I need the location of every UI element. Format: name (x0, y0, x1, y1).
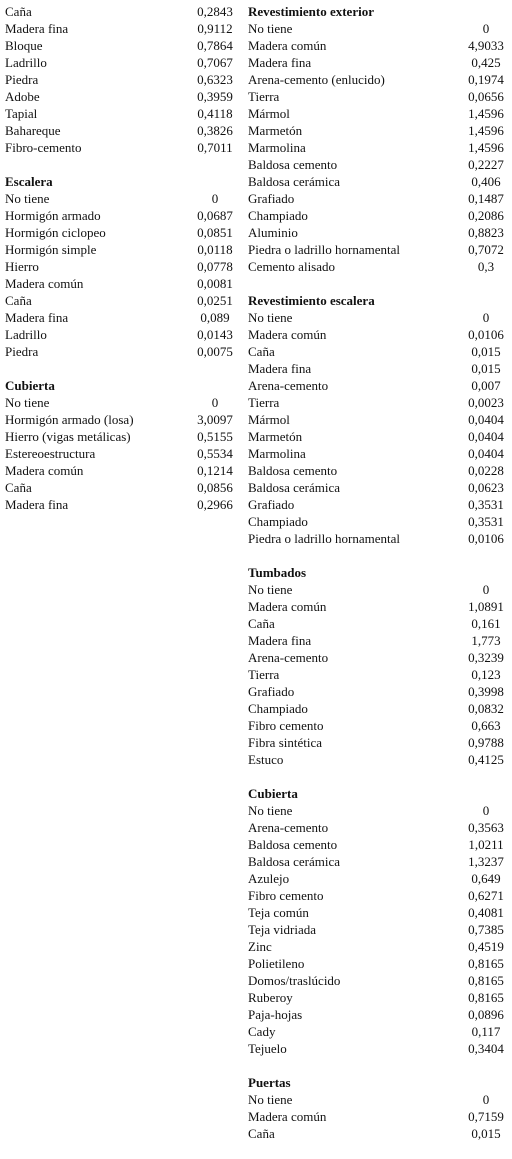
row-value: 0,2227 (468, 157, 504, 172)
row-value: 0,3404 (468, 1041, 504, 1056)
row-label: Baldosa cerámica (248, 480, 341, 495)
table-row (248, 377, 510, 394)
row-value: 0 (211, 191, 219, 206)
row-label: Estereoestructura (5, 446, 96, 461)
section-revestimiento-exterior (248, 3, 510, 275)
table-row (248, 122, 510, 139)
row-value: 0,3563 (468, 820, 504, 835)
row-label: Grafiado (248, 191, 295, 206)
row-value: 0,1974 (468, 72, 504, 87)
table-row (248, 326, 510, 343)
row-label: Caña (5, 4, 32, 19)
row-value: 0,3531 (468, 497, 504, 512)
row-label: Tierra (248, 667, 280, 682)
table-row (5, 258, 233, 275)
table-row (5, 105, 233, 122)
row-value: 0,0656 (468, 89, 504, 104)
table-row (5, 496, 233, 513)
row-value: 0,123 (471, 667, 501, 682)
table-row (5, 207, 233, 224)
row-label: Azulejo (248, 871, 290, 886)
row-value: 0 (482, 21, 490, 36)
row-label: Cemento alisado (248, 259, 336, 274)
table-row (248, 1091, 510, 1108)
row-label: Caña (5, 480, 32, 495)
row-label: Madera fina (5, 310, 69, 325)
row-label: Caña (248, 616, 275, 631)
row-label: Estuco (248, 752, 284, 767)
row-label: Caña (5, 293, 32, 308)
row-value: 0,9112 (197, 21, 233, 36)
row-label: Mármol (248, 106, 290, 121)
table-row (248, 666, 510, 683)
table-row (248, 887, 510, 904)
table-row (5, 309, 233, 326)
table-row (248, 360, 510, 377)
row-value: 0,0106 (468, 327, 504, 342)
row-label: Marmolina (248, 446, 306, 461)
row-value: 0,0075 (197, 344, 233, 359)
row-value: 0,0404 (468, 446, 504, 461)
row-label: Adobe (5, 89, 40, 104)
row-label: Ladrillo (5, 327, 47, 342)
table-row (248, 258, 510, 275)
row-value: 0,1487 (468, 191, 504, 206)
row-value: 0,7067 (197, 55, 233, 70)
table-row (248, 513, 510, 530)
row-value: 0,7011 (197, 140, 233, 155)
table-row (5, 71, 233, 88)
table-row (248, 54, 510, 71)
table-row (248, 394, 510, 411)
table-row (248, 683, 510, 700)
row-label: Piedra (5, 344, 39, 359)
section-cubierta (248, 785, 510, 1057)
table-row (248, 836, 510, 853)
row-value: 0,0106 (468, 531, 504, 546)
table-row (248, 632, 510, 649)
row-label: No tiene (248, 21, 293, 36)
row-label: Grafiado (248, 497, 295, 512)
row-label: Champiado (248, 208, 308, 223)
row-label: Madera común (5, 276, 84, 291)
row-value: 0,007 (471, 378, 501, 393)
row-label: Caña (248, 1126, 275, 1141)
row-value: 0 (482, 582, 490, 597)
row-value: 0,9788 (468, 735, 504, 750)
row-label: Domos/traslúcido (248, 973, 341, 988)
table-row (248, 819, 510, 836)
table-row (248, 428, 510, 445)
row-label: Madera fina (248, 55, 312, 70)
row-value: 0,2843 (197, 4, 233, 19)
row-value: 0,0896 (468, 1007, 504, 1022)
table-row (248, 139, 510, 156)
row-label: Tierra (248, 395, 280, 410)
row-value: 0,1214 (197, 463, 233, 478)
table-row (248, 1023, 510, 1040)
row-value: 0,0778 (197, 259, 233, 274)
row-value: 0,2086 (468, 208, 504, 223)
table-row (5, 20, 233, 37)
row-value: 0,4118 (197, 106, 233, 121)
row-value: 0,0851 (197, 225, 233, 240)
row-value: 0 (211, 395, 219, 410)
table-row (248, 734, 510, 751)
section-cubierta (5, 377, 233, 513)
row-label: Teja común (248, 905, 309, 920)
section-puertas (248, 1074, 510, 1142)
table-row (5, 122, 233, 139)
table-row (248, 445, 510, 462)
row-value: 0,2966 (197, 497, 233, 512)
table-row (248, 938, 510, 955)
row-label: Ladrillo (5, 55, 47, 70)
row-label: No tiene (248, 582, 293, 597)
section-title: Puertas (248, 1075, 291, 1090)
row-value: 0,3959 (197, 89, 233, 104)
row-label: Madera común (5, 463, 84, 478)
left-column (5, 3, 233, 530)
row-label: Madera común (248, 599, 327, 614)
row-label: Grafiado (248, 684, 295, 699)
table-row (248, 462, 510, 479)
table-row (248, 615, 510, 632)
row-value: 0,3239 (468, 650, 504, 665)
table-row (5, 479, 233, 496)
table-row (248, 1125, 510, 1142)
table-row (248, 411, 510, 428)
row-value: 0,3826 (197, 123, 233, 138)
row-label: Hormigón armado (losa) (5, 412, 134, 427)
section-title: Revestimiento escalera (248, 293, 375, 308)
row-label: Madera común (248, 327, 327, 342)
table-row (5, 88, 233, 105)
row-value: 0,0118 (197, 242, 233, 257)
section-title: Revestimiento exterior (248, 4, 374, 19)
row-label: Arena-cemento (248, 820, 329, 835)
row-label: Madera común (248, 38, 327, 53)
row-value: 1,4596 (468, 106, 504, 121)
table-row (248, 530, 510, 547)
row-label: Baldosa cemento (248, 463, 338, 478)
row-value: 0,8165 (468, 973, 504, 988)
row-label: Madera fina (5, 497, 69, 512)
row-value: 0,3 (477, 259, 495, 274)
row-value: 0,0023 (468, 395, 504, 410)
row-label: Madera fina (248, 633, 312, 648)
table-row (5, 37, 233, 54)
table-row (248, 751, 510, 768)
table-row (248, 1108, 510, 1125)
row-label: Piedra (5, 72, 39, 87)
row-label: Arena-cemento (248, 378, 329, 393)
row-label: Cady (248, 1024, 276, 1039)
row-value: 1,3237 (468, 854, 504, 869)
row-value: 0,089 (200, 310, 230, 325)
table-row (248, 207, 510, 224)
table-row (5, 224, 233, 241)
table-row (5, 394, 233, 411)
row-label: No tiene (248, 803, 293, 818)
row-label: No tiene (248, 310, 293, 325)
row-label: Mármol (248, 412, 290, 427)
table-row (248, 700, 510, 717)
row-label: Madera fina (5, 21, 69, 36)
row-label: Marmetón (248, 123, 303, 138)
row-value: 0,0251 (197, 293, 233, 308)
table-row (248, 581, 510, 598)
table-row (248, 972, 510, 989)
row-value: 0,4519 (468, 939, 504, 954)
row-value: 0,0832 (468, 701, 504, 716)
row-label: No tiene (5, 191, 50, 206)
table-row (248, 224, 510, 241)
row-value: 0,117 (471, 1024, 501, 1039)
section-title: Tumbados (248, 565, 307, 580)
table-row (248, 904, 510, 921)
row-label: Madera común (248, 1109, 327, 1124)
row-value: 0,4081 (468, 905, 504, 920)
section-tumbados (248, 564, 510, 768)
table-row (5, 343, 233, 360)
section-revestimiento-escalera (248, 292, 510, 547)
table-row (248, 173, 510, 190)
row-label: Hierro (vigas metálicas) (5, 429, 131, 444)
table-row (248, 1040, 510, 1057)
row-label: Piedra o ladrillo hornamental (248, 531, 400, 546)
table-row (5, 139, 233, 156)
row-label: Madera fina (248, 361, 312, 376)
table-row (5, 292, 233, 309)
row-value: 0 (482, 310, 490, 325)
row-value: 0,0404 (468, 429, 504, 444)
table-row (248, 20, 510, 37)
table-row (248, 717, 510, 734)
row-label: Hierro (5, 259, 39, 274)
row-label: Hormigón armado (5, 208, 101, 223)
row-value: 0,7072 (468, 242, 504, 257)
row-value: 1,0891 (468, 599, 504, 614)
table-row (248, 343, 510, 360)
row-value: 0,0081 (197, 276, 233, 291)
row-value: 0,6271 (468, 888, 504, 903)
table-row (5, 428, 233, 445)
table-row (248, 853, 510, 870)
row-value: 0 (482, 803, 490, 818)
section-escalera (5, 173, 233, 360)
row-value: 0,3531 (468, 514, 504, 529)
row-value: 0,425 (471, 55, 501, 70)
row-value: 0,015 (471, 361, 501, 376)
row-value: 0,406 (471, 174, 501, 189)
row-label: Fibra sintética (248, 735, 323, 750)
row-label: Fibro-cemento (5, 140, 82, 155)
row-value: 3,0097 (197, 412, 233, 427)
table-row (248, 955, 510, 972)
row-label: Arena-cemento (248, 650, 329, 665)
row-value: 4,9033 (468, 38, 504, 53)
row-value: 0 (482, 1092, 490, 1107)
row-label: Fibro cemento (248, 888, 324, 903)
row-value: 0,4125 (468, 752, 504, 767)
table-row (248, 921, 510, 938)
row-value: 0,8165 (468, 990, 504, 1005)
table-row (5, 275, 233, 292)
row-value: 0,3998 (468, 684, 504, 699)
row-label: Baldosa cerámica (248, 854, 341, 869)
row-value: 0,6323 (197, 72, 233, 87)
table-row (248, 649, 510, 666)
table-row (248, 71, 510, 88)
row-value: 0,0687 (197, 208, 233, 223)
table-row (5, 462, 233, 479)
table-row (5, 190, 233, 207)
table-row (248, 870, 510, 887)
row-value: 0,5534 (197, 446, 233, 461)
row-value: 0,0228 (468, 463, 504, 478)
table-row (5, 54, 233, 71)
row-label: Baldosa cemento (248, 837, 338, 852)
section-title: Cubierta (5, 378, 55, 393)
row-value: 0,7159 (468, 1109, 504, 1124)
section-untitled (5, 3, 233, 156)
table-row (248, 1006, 510, 1023)
row-value: 0,0143 (197, 327, 233, 342)
row-value: 0,0856 (197, 480, 233, 495)
table-row (248, 479, 510, 496)
row-label: Baldosa cemento (248, 157, 338, 172)
row-label: Arena-cemento (enlucido) (248, 72, 385, 87)
row-label: Ruberoy (248, 990, 293, 1005)
row-value: 0,663 (471, 718, 501, 733)
table-row (248, 598, 510, 615)
row-value: 0,0623 (468, 480, 504, 495)
table-row (248, 190, 510, 207)
row-value: 1,773 (471, 633, 501, 648)
row-value: 0,7385 (468, 922, 504, 937)
right-column (248, 3, 510, 1159)
table-row (5, 241, 233, 258)
table-row (248, 105, 510, 122)
row-label: Polietileno (248, 956, 305, 971)
row-value: 0,8823 (468, 225, 504, 240)
table-row (248, 241, 510, 258)
table-row (248, 37, 510, 54)
table-row (5, 3, 233, 20)
row-label: Fibro cemento (248, 718, 324, 733)
section-title: Cubierta (248, 786, 298, 801)
row-label: Marmetón (248, 429, 303, 444)
row-label: Hormigón ciclopeo (5, 225, 106, 240)
row-label: Marmolina (248, 140, 306, 155)
row-value: 1,4596 (468, 123, 504, 138)
row-value: 0,8165 (468, 956, 504, 971)
table-row (248, 989, 510, 1006)
table-row (248, 309, 510, 326)
row-label: Baldosa cerámica (248, 174, 341, 189)
row-label: No tiene (248, 1092, 293, 1107)
row-value: 0,7864 (197, 38, 233, 53)
row-label: Tierra (248, 89, 280, 104)
row-label: Hormigón simple (5, 242, 97, 257)
table-row (5, 445, 233, 462)
row-label: Piedra o ladrillo hornamental (248, 242, 400, 257)
row-value: 0,015 (471, 344, 501, 359)
table-row (248, 156, 510, 173)
table-row (5, 411, 233, 428)
table-row (248, 88, 510, 105)
row-label: No tiene (5, 395, 50, 410)
row-value: 0,015 (471, 1126, 501, 1141)
row-label: Paja-hojas (248, 1007, 303, 1022)
row-value: 0,5155 (197, 429, 233, 444)
row-value: 1,0211 (468, 837, 504, 852)
row-label: Zinc (248, 939, 272, 954)
row-label: Champiado (248, 514, 308, 529)
table-row (5, 326, 233, 343)
row-value: 1,4596 (468, 140, 504, 155)
row-label: Teja vidriada (248, 922, 317, 937)
table-row (248, 496, 510, 513)
row-label: Tapial (5, 106, 38, 121)
row-value: 0,0404 (468, 412, 504, 427)
row-label: Bahareque (5, 123, 61, 138)
row-label: Aluminio (248, 225, 298, 240)
row-label: Bloque (5, 38, 43, 53)
row-label: Caña (248, 344, 275, 359)
section-title: Escalera (5, 174, 53, 189)
row-label: Champiado (248, 701, 308, 716)
table-row (248, 802, 510, 819)
row-value: 0,161 (471, 616, 501, 631)
row-value: 0,649 (471, 871, 501, 886)
row-label: Tejuelo (248, 1041, 287, 1056)
